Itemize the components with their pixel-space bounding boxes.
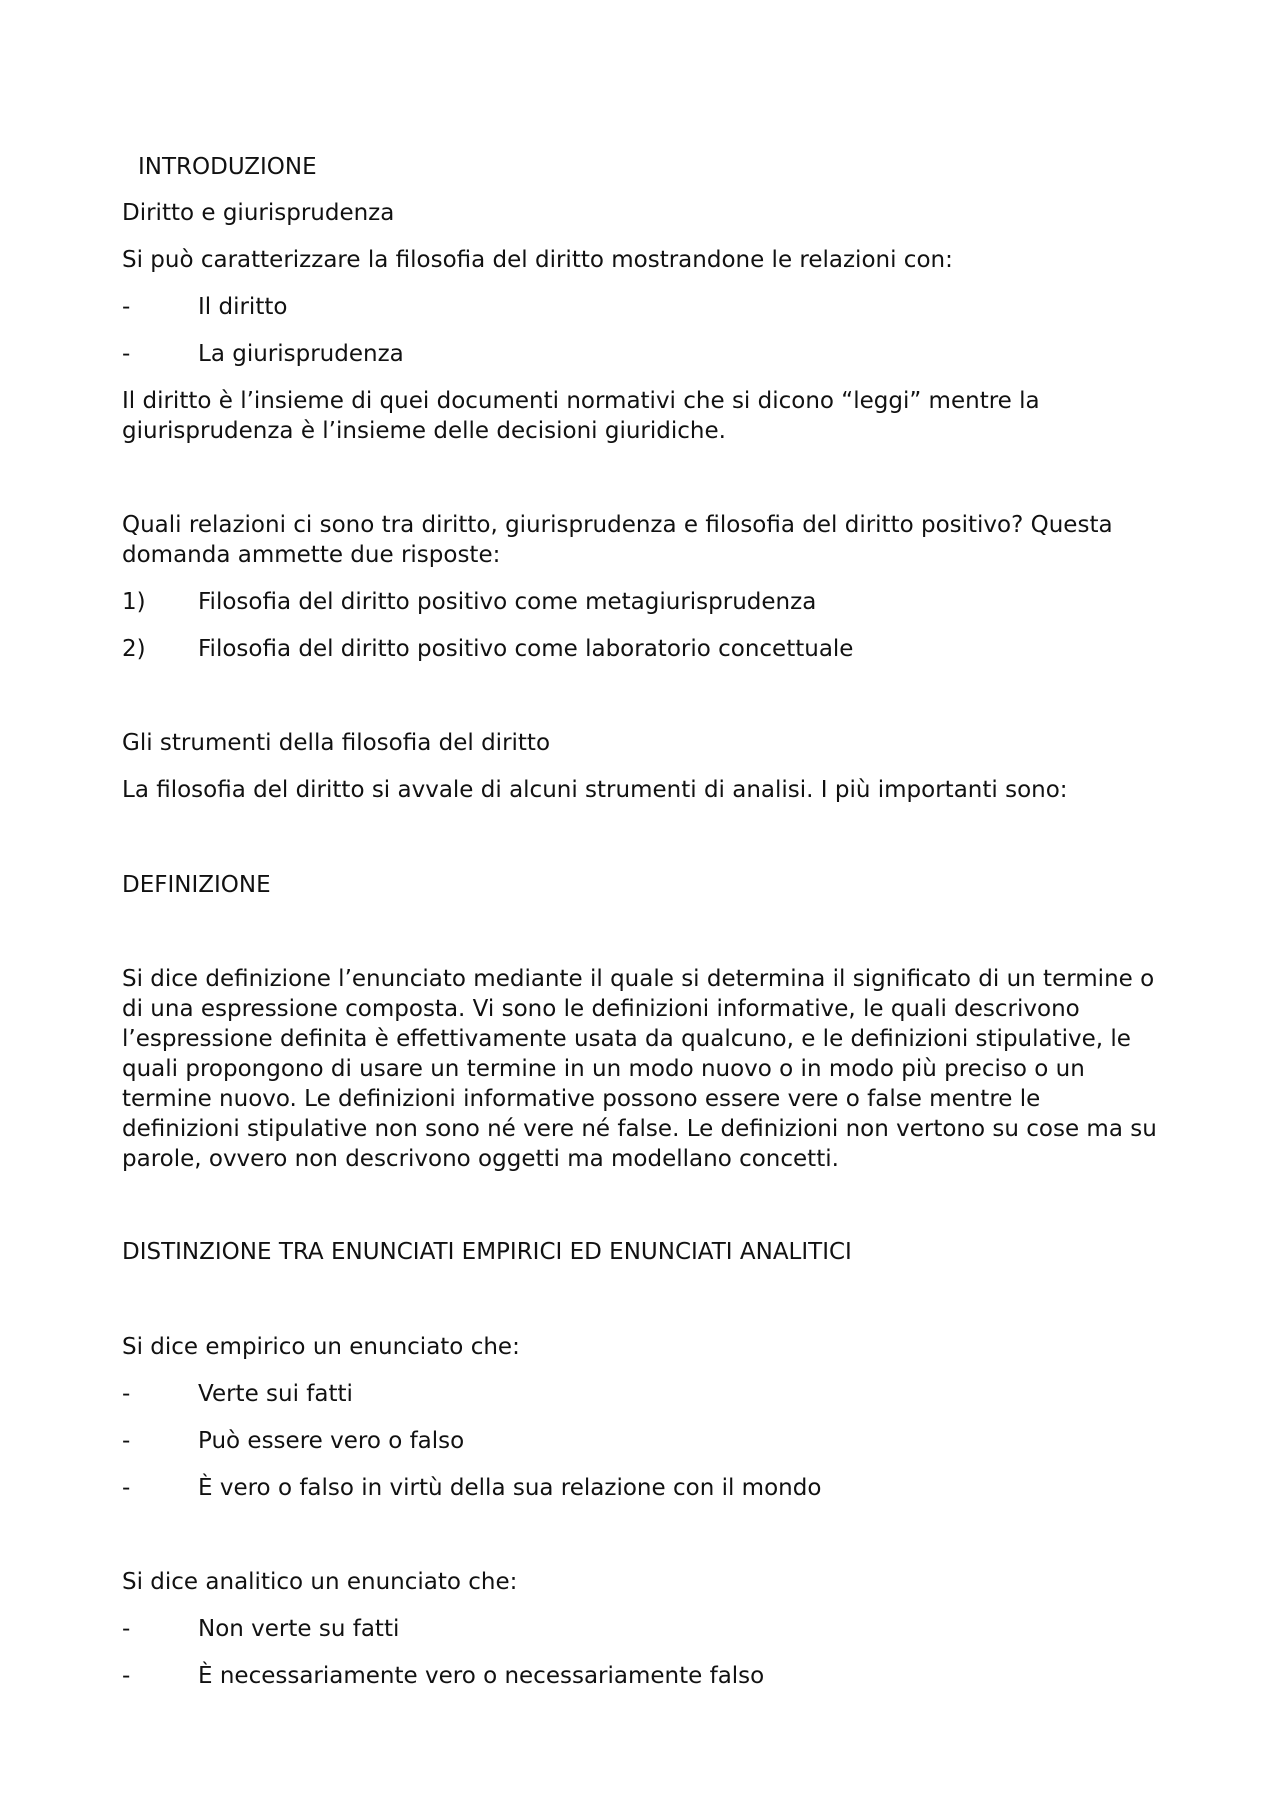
list-item-text: Filosofia del diritto positivo come metagiurisprudenza: [198, 589, 817, 615]
list-item-text: Può essere vero o falso: [198, 1428, 465, 1454]
list-marker: -: [122, 1475, 131, 1501]
list-item-text: Il diritto: [198, 294, 288, 320]
list-marker: -: [122, 294, 131, 320]
list-item-text: La giurisprudenza: [198, 341, 404, 367]
paragraph-diritto: Il diritto è l’insieme di quei documenti normativi che si dicono “leggi” mentre la giurisprudenza è l’insieme delle decisioni giuridiche.: [122, 388, 1047, 444]
list-item: [122, 1661, 1162, 1691]
list-item-text: Filosofia del diritto positivo come laboratorio concettuale: [198, 636, 854, 662]
list-item-text: Verte sui fatti: [198, 1381, 353, 1407]
list-item: [122, 1426, 1162, 1456]
list-item-text: È necessariamente vero o necessariamente falso: [198, 1663, 765, 1689]
list-item: [122, 292, 1162, 322]
list-marker: 2): [122, 636, 146, 662]
list-item: [122, 1379, 1162, 1409]
paragraph-strumenti: La filosofia del diritto si avvale di alcuni strumenti di analisi. I più importanti sono:: [122, 777, 1068, 803]
list-marker: -: [122, 341, 131, 367]
list-item-text: Non verte su fatti: [198, 1616, 400, 1642]
list-marker: 1): [122, 589, 146, 615]
paragraph-relazioni: Quali relazioni ci sono tra diritto, giurisprudenza e filosofia del diritto positivo? Questa domanda ammette due risposte:: [122, 512, 1120, 568]
list-marker: -: [122, 1663, 131, 1689]
list-item: [122, 339, 1162, 369]
document-title: INTRODUZIONE: [138, 154, 317, 180]
empirico-intro: Si dice empirico un enunciato che:: [122, 1334, 520, 1360]
list-marker: -: [122, 1616, 131, 1642]
section-heading-strumenti: Gli strumenti della filosofia del diritto: [122, 730, 551, 756]
section-intro: Si può caratterizzare la filosofia del diritto mostrandone le relazioni con:: [122, 247, 953, 273]
section-heading-distinzione: DISTINZIONE TRA ENUNCIATI EMPIRICI ED ENUNCIATI ANALITICI: [122, 1239, 852, 1265]
list-item: [122, 1473, 1162, 1503]
list-marker: -: [122, 1428, 131, 1454]
list-item: [122, 1614, 1162, 1644]
list-item-text: È vero o falso in virtù della sua relazione con il mondo: [198, 1475, 822, 1501]
section-heading-definizione: DEFINIZIONE: [122, 872, 271, 898]
list-item: [122, 634, 1162, 664]
list-item: [122, 587, 1162, 617]
paragraph-definizione: Si dice definizione l’enunciato mediante il quale si determina il significato di un termine o di una espressione composta. Vi sono le definizioni informative, le quali descrivono l’espressione definita è effettivamente usata da qualcuno, e le definizioni stipulative, le quali propongono di usare un termine in un modo nuovo o in modo più preciso o un termine nuovo. Le definizioni informative possono essere vere o false mentre le definizioni stipulative non sono né vere né false. Le definizioni non vertono su cose ma su parole, ovvero non descrivono oggetti ma modellano concetti.: [122, 966, 1165, 1172]
section-heading-diritto: Diritto e giurisprudenza: [122, 200, 395, 226]
analitico-intro: Si dice analitico un enunciato che:: [122, 1569, 518, 1595]
list-marker: -: [122, 1381, 131, 1407]
